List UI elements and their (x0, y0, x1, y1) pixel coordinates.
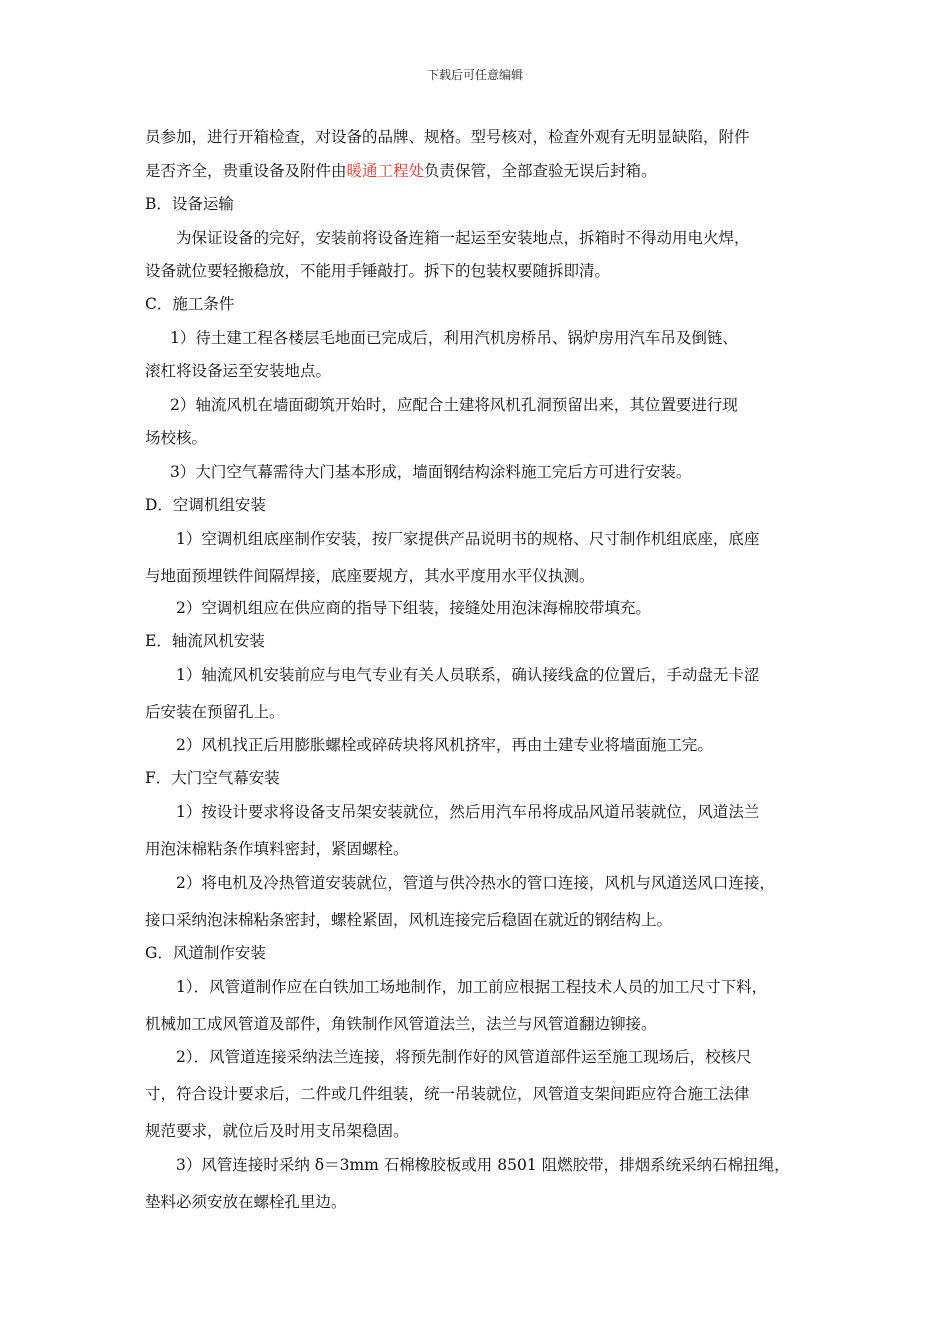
section-heading: B．设备运输 (145, 195, 234, 213)
text-line: 2）风机找正后用膨胀螺栓或碎砖块将风机挤牢，再由土建专业将墙面施工完。 (176, 736, 713, 754)
section-heading: D．空调机组安装 (145, 496, 266, 514)
section-heading: E．轴流风机安装 (145, 632, 265, 650)
text-line: 机械加工成风管道及部件，角铁制作风管道法兰，法兰与风管道翻边铆接。 (145, 1015, 657, 1033)
text-line: 后安装在预留孔上。 (145, 703, 285, 721)
text-line: 3）大门空气幕需待大门基本形成，墙面钢结构涂料施工完后方可进行安装。 (170, 463, 692, 481)
text-line: 2）．风管道连接采纳法兰连接，将预先制作好的风管道部件运至施工现场后，校核尺 (176, 1048, 752, 1066)
text-line: 2）将电机及冷热管道安装就位，管道与供冷热水的管口连接，风机与风道送风口连接， (176, 874, 775, 892)
section-heading: F．大门空气幕安装 (145, 769, 280, 787)
text-line: 垫料必须安放在螺栓孔里边。 (145, 1193, 347, 1211)
highlighted-department: 暖通工程处 (346, 162, 425, 180)
text-line: 场校核。 (145, 429, 208, 447)
text-line: 与地面预埋铁件间隔焊接，底座要规方，其水平度用水平仪执测。 (145, 567, 595, 585)
text-line: 滚杠将设备运至安装地点。 (145, 362, 332, 380)
text-line: 3）风管连接时采纳 δ＝3mm 石棉橡胶板或用 8501 阻燃胶带，排烟系统采纳石棉扭绳， (176, 1156, 790, 1174)
text-line: 是否齐全，贵重设备及附件由暖通工程处负责保管，全部查验无误后封箱。 (145, 162, 657, 180)
text-line: 规范要求，就位后及时用支吊架稳固。 (145, 1122, 409, 1140)
text-line: 为保证设备的完好，安装前将设备连箱一起运至安装地点，拆箱时不得动用电火焊， (176, 229, 750, 247)
text-line: 用泡沫棉粘条作填料密封，紧固螺栓。 (145, 840, 409, 858)
text-line: 接口采纳泡沫棉粘条密封，螺栓紧固，风机连接完后稳固在就近的钢结构上。 (145, 911, 673, 929)
page-header: 下载后可任意编辑 (426, 68, 523, 82)
text-line: 1）轴流风机安装前应与电气专业有关人员联系，确认接线盒的位置后，手动盘无卡涩 (176, 666, 760, 684)
section-heading: C．施工条件 (145, 295, 235, 313)
text-line: 员参加，进行开箱检查，对设备的品牌、规格。型号核对，检查外观有无明显缺陷，附件 (145, 128, 750, 146)
text-line: 1）待土建工程各楼层毛地面已完成后，利用汽机房桥吊、锅炉房用汽车吊及倒链、 (170, 329, 738, 347)
text-line: 2）空调机组应在供应商的指导下组装，接缝处用泡沫海棉胶带填充。 (176, 599, 651, 617)
text-line: 寸，符合设计要求后，二件或几件组装，统一吊装就位，风管道支架间距应符合施工法律 (145, 1085, 750, 1103)
text-line: 设备就位要轻搬稳放，不能用手锤敲打。拆下的包装权要随拆即清。 (145, 262, 611, 280)
text-line: 1）．风管道制作应在白铁加工场地制作，加工前应根据工程技术人员的加工尺寸下料， (176, 978, 768, 996)
text-line: 2）轴流风机在墙面砌筑开始时，应配合土建将风机孔洞预留出来，其位置要进行现 (170, 396, 738, 414)
text-line: 1）按设计要求将设备支吊架安装就位，然后用汽车吊将成品风道吊装就位，风道法兰 (176, 803, 760, 821)
text-line: 1）空调机组底座制作安装，按厂家提供产品说明书的规格、尺寸制作机组底座，底座 (176, 530, 760, 548)
section-heading: G．风道制作安装 (145, 944, 266, 962)
